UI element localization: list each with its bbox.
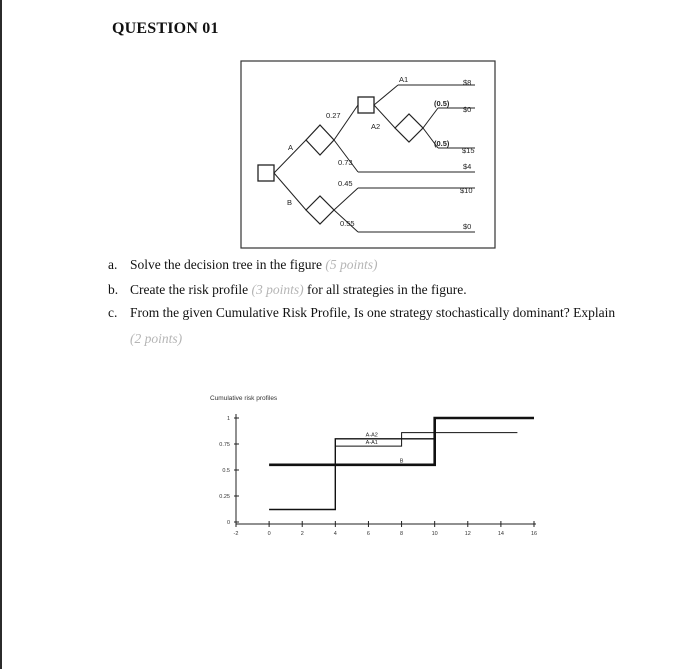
- root-decision-node: [258, 165, 274, 181]
- question-c-text: From the given Cumulative Risk Profile, Is one strategy stochastically dominant? Explain: [130, 305, 616, 320]
- question-c-label: c.: [108, 305, 118, 320]
- question-b-text: Create the risk profile: [130, 282, 249, 297]
- question-a-text: Solve the decision tree in the figure: [130, 257, 322, 272]
- x-tick-label: 8: [400, 531, 404, 537]
- payoff-0b: $0: [463, 222, 472, 231]
- cumulative-risk-profile-chart: [205, 392, 545, 542]
- question-b-label: b.: [108, 282, 119, 297]
- x-tick-label: 16: [530, 531, 538, 537]
- series-label: B: [399, 458, 404, 465]
- series-label: A-A1: [365, 440, 378, 446]
- label-a2: A2: [371, 122, 381, 131]
- x-tick-label: 4: [333, 531, 337, 537]
- payoff-4: $4: [463, 162, 472, 171]
- chart-title: Cumulative risk profiles: [210, 395, 278, 402]
- x-tick-label: 6: [366, 531, 370, 537]
- x-tick-label: -2: [233, 531, 239, 537]
- question-title: QUESTION 01: [112, 20, 219, 37]
- x-tick-label: 2: [300, 531, 304, 537]
- label-a1: A1: [399, 75, 409, 84]
- prob-05-up: (0.5): [434, 99, 450, 108]
- decision-tree-figure: [240, 60, 496, 249]
- prob-073: 0.73: [338, 158, 353, 167]
- prob-055: 0.55: [340, 219, 355, 228]
- left-border: [0, 0, 2, 669]
- question-a: [108, 256, 377, 274]
- question-b: [108, 281, 467, 299]
- label-b: B: [287, 198, 293, 207]
- question-c: [108, 304, 615, 322]
- y-tick-label: 0.5: [222, 468, 230, 474]
- y-tick-label: 0.75: [219, 442, 230, 448]
- question-c-points-line: [130, 330, 182, 348]
- question-c-points: (2 points): [130, 331, 183, 346]
- label-a: A: [288, 143, 294, 152]
- x-tick-label: 0: [267, 531, 271, 537]
- question-b-suffix: for all strategies in the figure.: [306, 282, 467, 297]
- y-tick-label: 0.25: [219, 494, 230, 500]
- question-b-points: (3 points): [251, 282, 304, 297]
- x-tick-label: 10: [431, 531, 438, 537]
- prob-05-down: (0.5): [434, 139, 450, 148]
- y-tick-label: 1: [226, 416, 230, 422]
- question-a-label: a.: [108, 257, 118, 272]
- payoff-15: $15: [462, 146, 475, 155]
- y-tick-label: 0: [226, 520, 230, 526]
- x-tick-label: 12: [464, 531, 471, 537]
- payoff-0a: $0: [463, 105, 472, 114]
- x-tick-label: 14: [497, 531, 504, 537]
- prob-027: 0.27: [326, 111, 341, 120]
- payoff-10: $10: [460, 186, 473, 195]
- tree-frame: [241, 61, 495, 248]
- question-a-points: (5 points): [325, 257, 378, 272]
- second-decision-node: [358, 97, 374, 113]
- payoff-8: $8: [463, 78, 472, 87]
- series-label: A-A2: [365, 432, 378, 439]
- prob-045: 0.45: [338, 179, 353, 188]
